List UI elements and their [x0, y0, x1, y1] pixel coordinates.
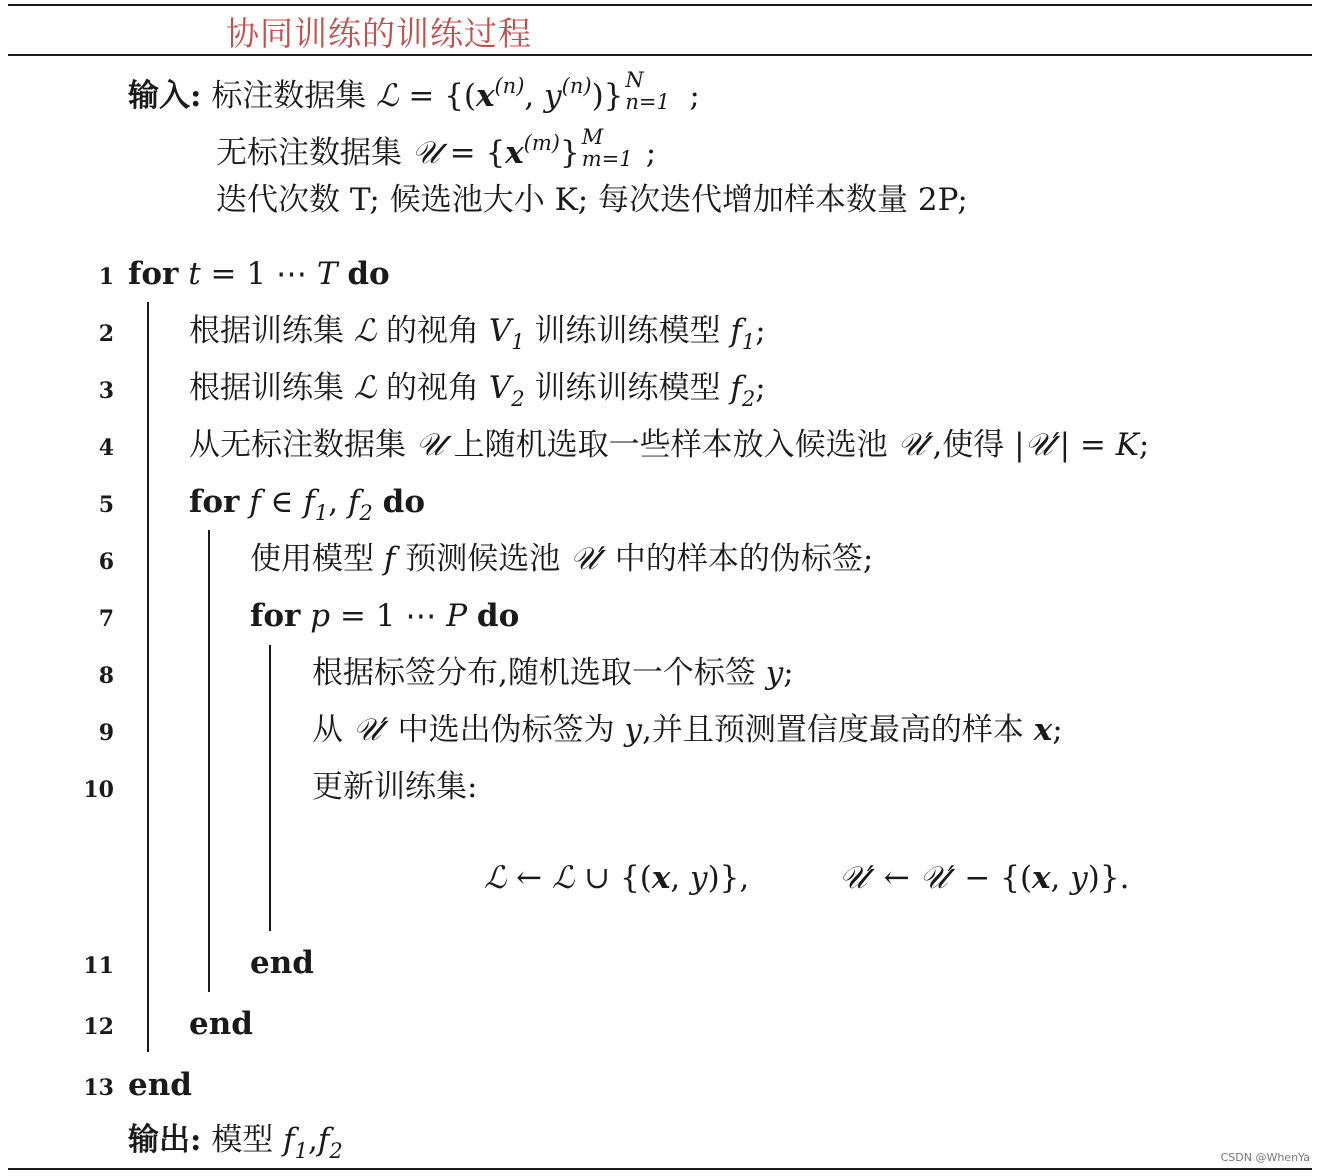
for-keyword: for	[250, 598, 301, 634]
do-keyword: do	[347, 256, 390, 292]
update-equation: ℒ ← ℒ ∪ {(x, y)}, 𝒰′ ← 𝒰′ − {(x, y)}.	[484, 860, 1130, 896]
for-keyword: for	[189, 484, 240, 520]
do-keyword: do	[382, 484, 426, 520]
end-keyword: end	[189, 1006, 253, 1042]
input-line-2: 无标注数据集 𝒰 = $\{x^{(m)}\}$ M m=1 ;	[216, 125, 657, 171]
line-number: 6	[98, 549, 114, 575]
top-rule	[8, 4, 1312, 6]
indent-bar-middle	[208, 530, 210, 992]
line-text: 的视角	[386, 370, 480, 406]
algo-line-1: for t = 1 ⋯ T do	[128, 256, 390, 292]
caption-rule	[8, 54, 1312, 56]
input-label: 输入:	[128, 78, 202, 114]
line-text: 中的样本的伪标签;	[614, 541, 874, 577]
line-number: 4	[98, 435, 114, 461]
line-number: 9	[98, 720, 114, 746]
line-text: 训练训练模型	[534, 370, 721, 406]
watermark: CSDN @WhenYa	[1220, 1151, 1310, 1164]
indent-bar-inner	[269, 645, 271, 931]
indent-bar-outer	[147, 302, 149, 1052]
line-number: 5	[98, 492, 114, 518]
line-number: 10	[83, 777, 114, 803]
line-text: 使用模型	[250, 541, 374, 577]
line-number: 8	[98, 663, 114, 689]
end-keyword: end	[128, 1067, 192, 1103]
line-text: 根据训练集	[189, 370, 344, 406]
input-line-3: 迭代次数 T; 候选池大小 K; 每次迭代增加样本数量 2P;	[216, 182, 968, 218]
algo-line-8: 根据标签分布,随机选取一个标签 y;	[312, 655, 794, 691]
line-text: ,并且预测置信度最高的样本	[642, 712, 1024, 748]
line-text: 中选出伪标签为	[397, 712, 615, 748]
end-keyword: end	[250, 945, 314, 981]
line-number: 1	[98, 264, 114, 290]
line-text: 根据标签分布,随机选取一个标签	[312, 655, 756, 691]
line-number: 13	[83, 1075, 114, 1101]
line-text: 从无标注数据集	[189, 427, 406, 463]
algo-line-7: for p = 1 ⋯ P do	[250, 598, 520, 634]
algo-line-4: 从无标注数据集 𝒰 上随机选取一些样本放入候选池 𝒰′,使得 |𝒰′| = K;	[189, 427, 1150, 463]
algo-line-6: 使用模型 f 预测候选池 𝒰′ 中的样本的伪标签;	[250, 541, 874, 577]
algo-line-5: for f ∈ $f_1$, $f_2$ do	[189, 484, 426, 525]
line-number: 11	[83, 953, 114, 979]
output-line: 输出: 模型 $f_1,f_2$	[128, 1122, 343, 1163]
line-text: 从	[312, 712, 343, 748]
line-text: 训练训练模型	[534, 313, 721, 349]
output-label: 输出:	[128, 1122, 202, 1158]
line-number: 7	[98, 606, 114, 632]
input-unlabeled-text: 无标注数据集	[216, 135, 402, 171]
line-text: 根据训练集	[189, 313, 344, 349]
algo-line-3: 根据训练集 ℒ 的视角 $V_2$ 训练训练模型 $f_2$;	[189, 370, 766, 411]
input-line-1: 输入: 标注数据集 ℒ = {($x^{(n)}$, $y^{(n)}$)} N n=1 ;	[128, 68, 700, 114]
line-text: 上随机选取一些样本放入候选池	[453, 427, 888, 463]
line-number: 3	[98, 378, 114, 404]
algo-line-2: 根据训练集 ℒ 的视角 $V_1$ 训练训练模型 $f_1$;	[189, 313, 766, 354]
line-text: ,使得	[932, 427, 1005, 463]
input-labeled-text: 标注数据集	[211, 78, 367, 114]
algo-line-9: 从 𝒰′ 中选出伪标签为 y,并且预测置信度最高的样本 x;	[312, 712, 1063, 748]
bottom-rule	[8, 1168, 1312, 1170]
for-keyword: for	[128, 256, 179, 292]
output-text: 模型	[211, 1122, 274, 1158]
line-text: 的视角	[386, 313, 480, 349]
do-keyword: do	[476, 598, 520, 634]
line-number: 2	[98, 321, 114, 347]
algorithm-caption: 协同训练的训练过程	[226, 14, 532, 53]
line-text: 预测候选池	[405, 541, 561, 577]
line-number: 12	[83, 1014, 114, 1040]
algo-line-10: 更新训练集:	[312, 769, 478, 805]
